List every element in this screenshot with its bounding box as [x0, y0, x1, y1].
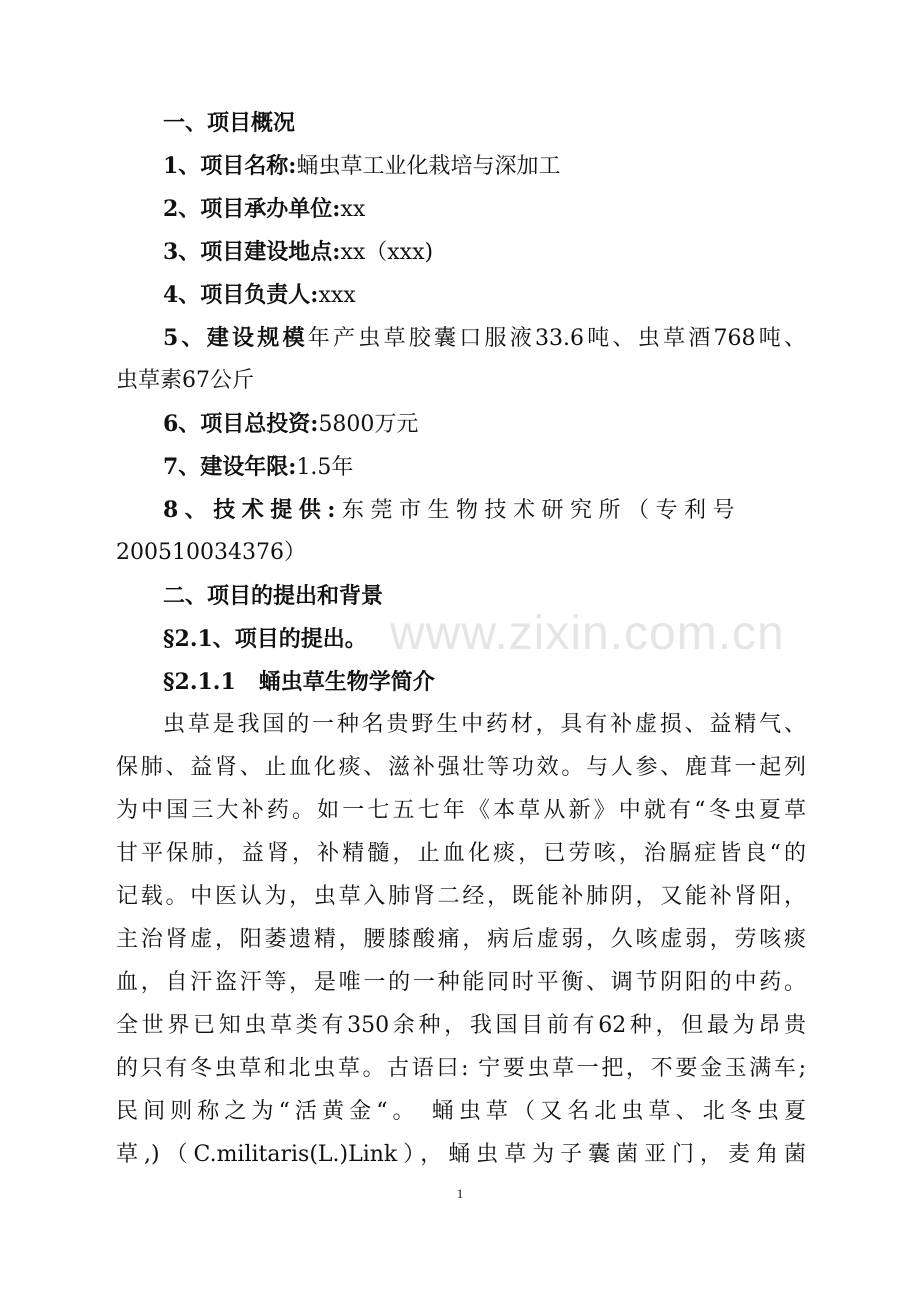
- section-2-heading: 二、项目的提出和背景: [163, 583, 384, 609]
- page-number: 1: [456, 1186, 464, 1201]
- item-label: 7、建设年限:: [163, 454, 297, 480]
- item-value: 蛹虫草工业化栽培与深加工: [296, 154, 561, 179]
- item-value: xx: [340, 197, 366, 222]
- item-leader: [163, 280, 806, 311]
- item-project-name: [163, 151, 806, 182]
- item-label: 8、技术提供:: [163, 497, 342, 523]
- item-scale: [163, 323, 806, 354]
- paragraph-line: 的只有冬虫草和北虫草。古语曰: 宁要虫草一把，不要金玉满车;: [116, 1056, 806, 1081]
- item-label: 2、项目承办单位:: [163, 196, 341, 222]
- item-investment: [163, 409, 806, 440]
- item-tech-provider-cont: 200510034376）: [116, 540, 306, 565]
- item-label: 3、项目建设地点:: [163, 239, 341, 265]
- subsection-2-1: §2.1、项目的提出。: [163, 626, 367, 652]
- item-sponsor: [163, 194, 806, 225]
- paragraph-line: 甘平保肺，益肾，补精髓，止血化痰，已劳咳，治膈症皆良“的: [116, 841, 806, 866]
- item-duration: [163, 452, 806, 483]
- item-label: 4、项目负责人:: [163, 282, 319, 308]
- paragraph-line: 全世界已知虫草类有350余种，我国目前有62种，但最为昂贵: [116, 1013, 806, 1038]
- paragraph-line: 为中国三大补药。如一七五七年《本草从新》中就有“冬虫夏草: [116, 798, 806, 823]
- item-location: [163, 237, 806, 268]
- item-label: 5、建设规模: [163, 325, 308, 351]
- section-1-heading: 一、项目概况: [163, 110, 296, 136]
- paragraph-line: 保肺、益肾、止血化痰、滋补强壮等功效。与人参、鹿茸一起列: [116, 755, 806, 780]
- item-tech-provider: [163, 495, 806, 526]
- item-value: xxx: [318, 283, 356, 308]
- subsection-2-1-1: §2.1.1 蛹虫草生物学简介: [163, 669, 435, 695]
- paragraph-line: 虫草是我国的一种名贵野生中药材，具有补虚损、益精气、: [163, 712, 806, 737]
- paragraph-line: 主治肾虚，阳萎遗精，腰膝酸痛，病后虚弱，久咳虚弱，劳咳痰: [116, 927, 806, 952]
- item-value: 年产虫草胶囊口服液33.6吨、虫草酒768吨、: [307, 326, 806, 351]
- item-label: 6、项目总投资:: [163, 411, 319, 437]
- item-value: 1.5年: [296, 455, 354, 480]
- item-value: 东莞市生物技术研究所（专利号: [341, 498, 741, 523]
- paragraph-line: 草,)（C.militaris(L.)Link），蛹虫草为子囊菌亚门，麦角菌: [116, 1142, 806, 1167]
- item-scale-cont: 虫草素67公斤: [116, 368, 254, 393]
- paragraph-line: 记载。中医认为，虫草入肺肾二经，既能补肺阴，又能补肾阳，: [116, 884, 806, 909]
- item-value: xx（xxx): [340, 240, 434, 265]
- paragraph-line: 民间则称之为“活黄金“。 蛹虫草（又名北虫草、北冬虫夏: [116, 1099, 806, 1124]
- item-value: 5800万元: [318, 412, 419, 437]
- watermark: www.zixin.com.cn: [390, 607, 785, 660]
- item-label: 1、项目名称:: [163, 153, 297, 179]
- paragraph-line: 血，自汗盗汗等，是唯一的一种能同时平衡、调节阴阳的中药。: [116, 970, 806, 995]
